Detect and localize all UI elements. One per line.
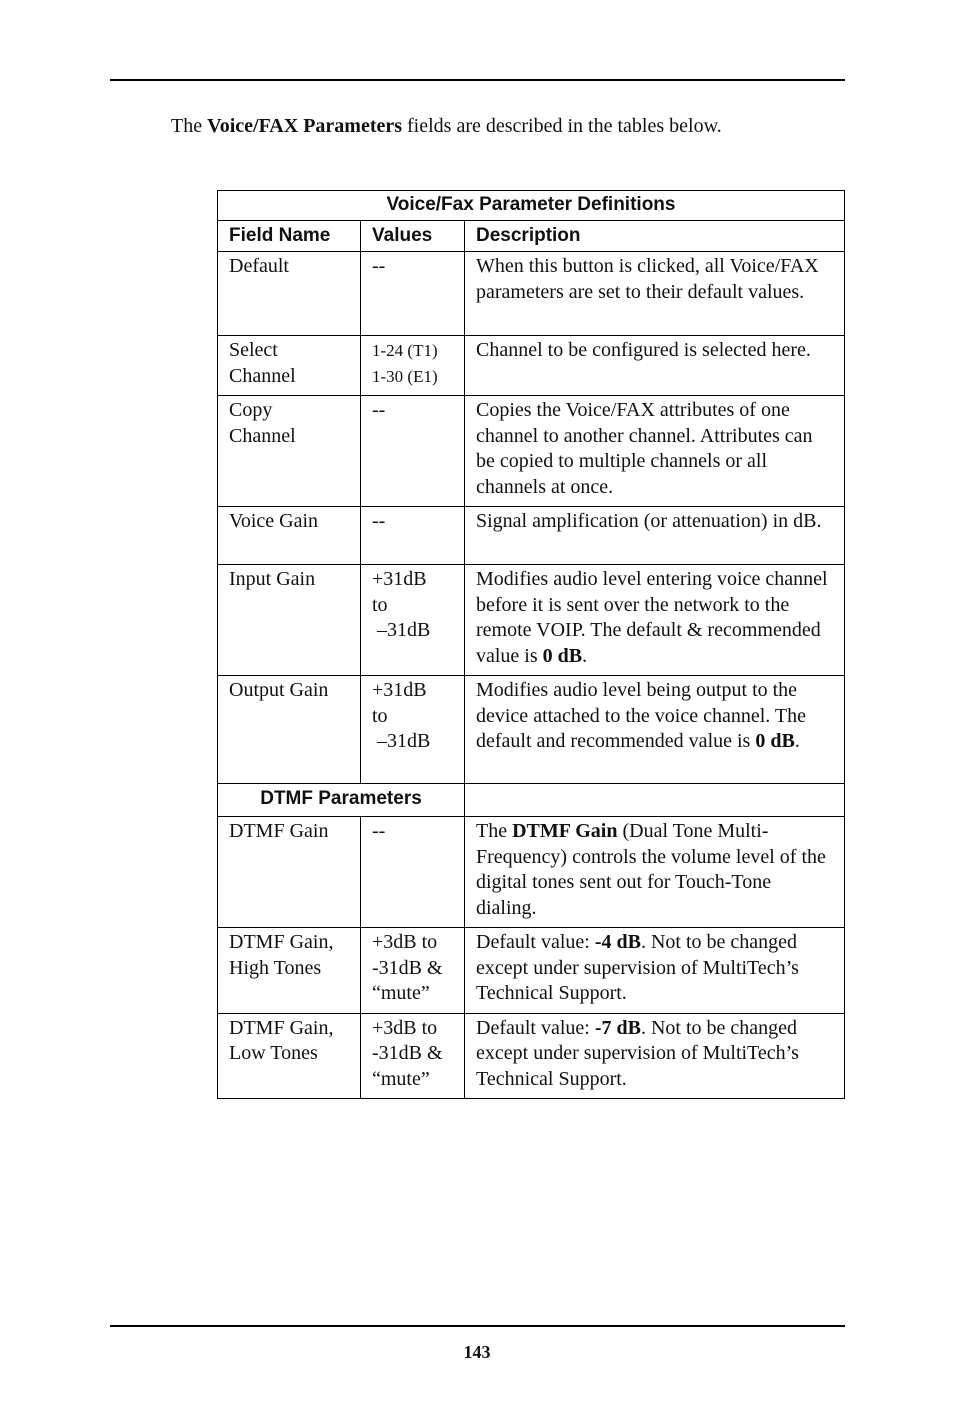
field-name-cell: Output Gain [218,676,361,784]
voice-fax-parameter-table [217,190,845,1099]
field-name-cell: DTMF Gain, High Tones [218,928,361,1014]
section-header-dtmf: DTMF Parameters [218,784,465,817]
page-number: 143 [463,1342,491,1362]
table-row [218,336,845,396]
column-header-values: Values [361,221,465,252]
values-cell: +31dB to –31dB [361,565,465,676]
values-cell: +3dB to -31dB & “mute” [361,928,465,1014]
description-cell: Default value: -4 dB. Not to be changed except under supervision of MultiTech’s Technical Support. [465,928,845,1014]
field-name-cell: DTMF Gain [218,817,361,928]
intro-text-post: fields are described in the tables below. [402,115,722,137]
values-cell: -- [361,507,465,565]
description-cell: The DTMF Gain (Dual Tone Multi-Frequency) controls the volume level of the digital tones sent out for Touch-Tone dialing. [465,817,845,928]
intro-text-bold: Voice/FAX Parameters [207,115,403,137]
table-row [218,1013,845,1099]
table-row [218,252,845,336]
values-cell: 1-24 (T1) 1-30 (E1) [361,336,465,396]
intro-text-pre: The [171,115,208,137]
values-cell: -- [361,252,465,336]
values-cell: -- [361,817,465,928]
field-name-cell: Default [218,252,361,336]
table-row [218,396,845,507]
column-header-description: Description [465,221,845,252]
description-cell: Copies the Voice/FAX attributes of one channel to another channel. Attributes can be copied to multiple channels or all channels at once. [465,396,845,507]
description-cell: Signal amplification (or attenuation) in dB. [465,507,845,565]
column-header-field-name: Field Name [218,221,361,252]
table-title-row [218,191,845,221]
intro-paragraph [171,113,722,139]
description-cell: Modifies audio level entering voice channel before it is sent over the network to the remote VOIP. The default & recommended value is 0 dB. [465,565,845,676]
table-row [218,928,845,1014]
table-row [218,507,845,565]
values-cell: +3dB to -31dB & “mute” [361,1013,465,1099]
field-name-cell: DTMF Gain, Low Tones [218,1013,361,1099]
header-rule [110,79,845,81]
description-cell: Channel to be configured is selected here. [465,336,845,396]
field-name-cell: Select Channel [218,336,361,396]
description-cell: Modifies audio level being output to the device attached to the voice channel. The default and recommended value is 0 dB. [465,676,845,784]
section-header-row [218,784,845,817]
table-row [218,565,845,676]
values-cell: -- [361,396,465,507]
description-cell: When this button is clicked, all Voice/FAX parameters are set to their default values. [465,252,845,336]
values-cell: +31dB to –31dB [361,676,465,784]
table-row [218,676,845,784]
description-cell: Default value: -7 dB. Not to be changed except under supervision of MultiTech’s Technical Support. [465,1013,845,1099]
field-name-cell: Voice Gain [218,507,361,565]
footer-rule [110,1325,845,1327]
table-header-row [218,221,845,252]
table-row [218,817,845,928]
field-name-cell: Input Gain [218,565,361,676]
table-title: Voice/Fax Parameter Definitions [218,191,845,221]
field-name-cell: Copy Channel [218,396,361,507]
section-empty-cell [465,784,845,817]
